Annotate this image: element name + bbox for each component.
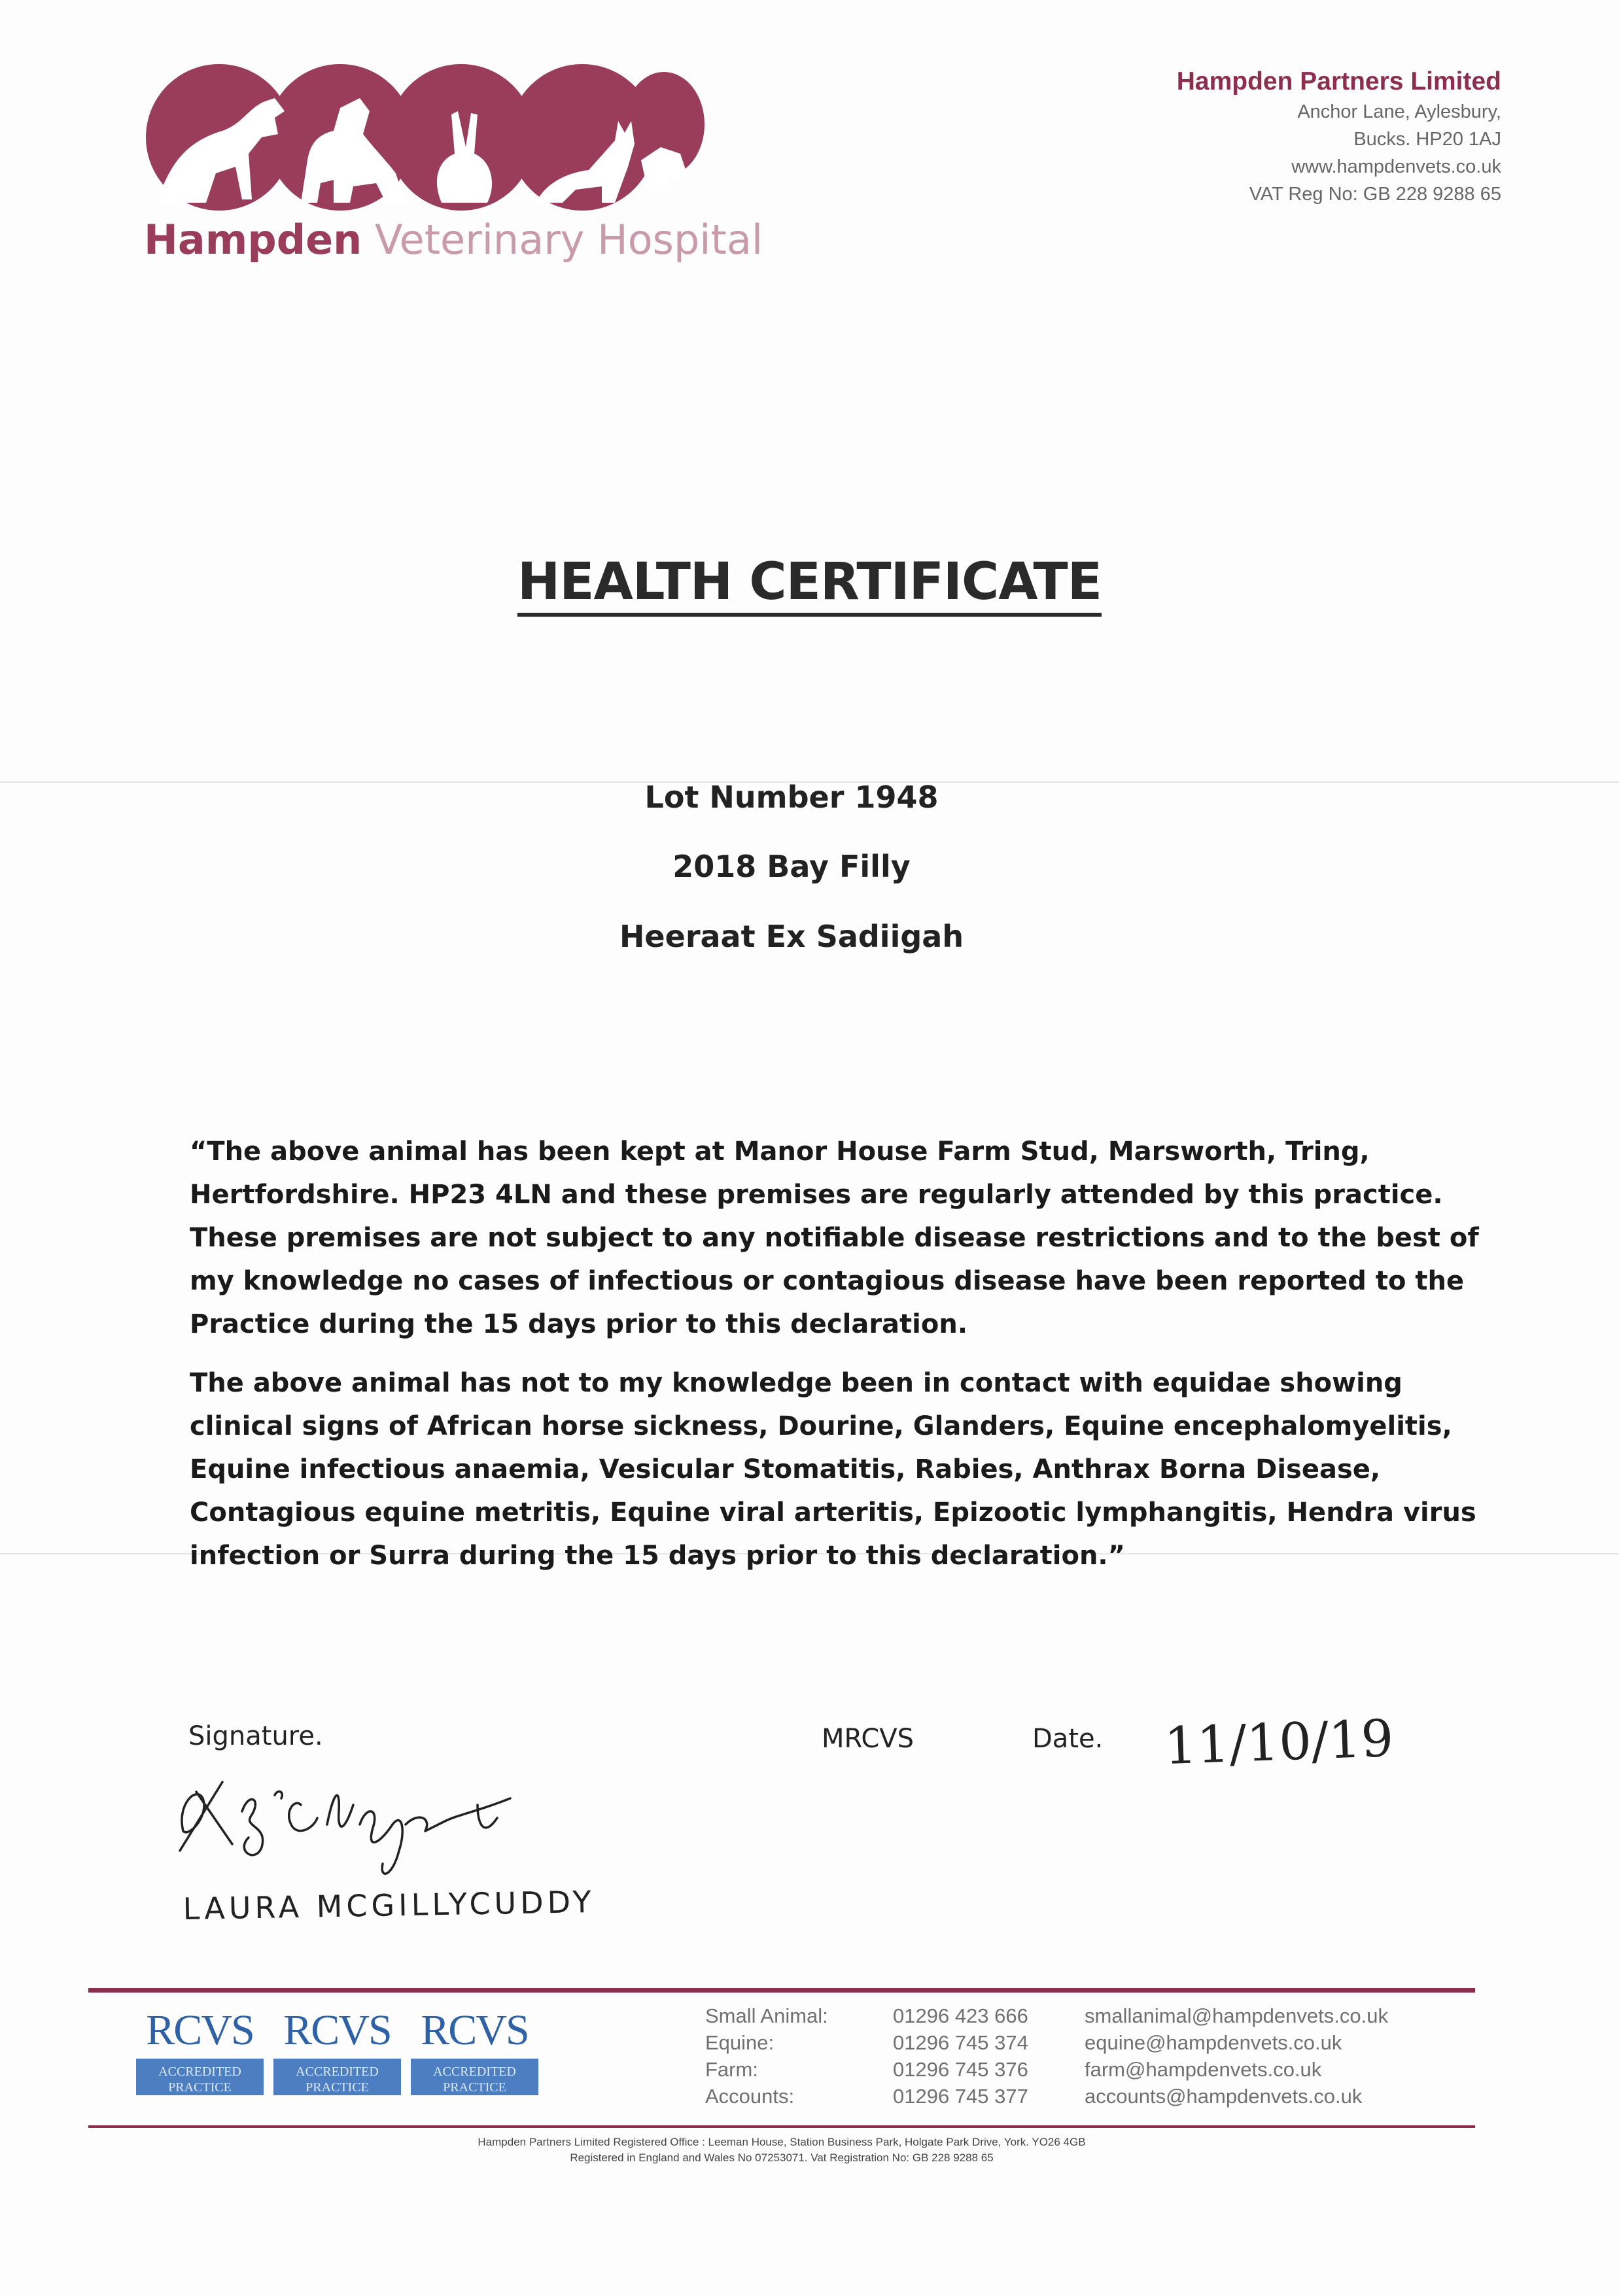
handwritten-signature (170, 1766, 641, 1936)
declaration-line: my knowledge no cases of infectious or contagious disease have been reported to the (190, 1266, 1465, 1296)
certificate-title (0, 553, 1619, 611)
declaration-line: infection or Surra during the 15 days prior to this declaration.” (190, 1541, 1125, 1571)
rcvs-badge (136, 2008, 264, 2096)
contact-phones (893, 2002, 1028, 2110)
declaration-line: Contagious equine metritis, Equine viral arteritis, Epizootic lymphangitis, Hendra virus (190, 1498, 1476, 1528)
rcvs-badge (273, 2008, 401, 2096)
contact-phone[interactable]: 01296 745 374 (893, 2031, 1028, 2054)
registered-line: Registered in England and Wales No 07253071. Vat Registration No: GB 228 9288 65 (570, 2151, 994, 2164)
contact-dept: Farm: (705, 2058, 758, 2081)
mrcvs-label: MRCVS (822, 1724, 914, 1754)
contact-phone[interactable]: 01296 423 666 (893, 2004, 1028, 2027)
signatory-printed-name: LAURA MCGILLYCUDDY (183, 1884, 596, 1927)
contact-phone[interactable]: 01296 745 376 (893, 2058, 1028, 2081)
contact-email[interactable]: farm@hampdenvets.co.uk (1085, 2058, 1322, 2081)
rcvs-logo-text: RCVS (146, 2006, 254, 2054)
rcvs-badge (411, 2008, 538, 2096)
footer-bottom-rule (88, 2125, 1475, 2128)
rcvs-accredited-label: ACCREDITED PRACTICE (411, 2059, 538, 2095)
registered-office-info (0, 2134, 1563, 2166)
declaration-line: clinical signs of African horse sickness, Dourine, Glanders, Equine encephalomyelitis, (190, 1411, 1452, 1441)
declaration-line: Hertfordshire. HP23 4LN and these premises are regularly attended by this practice. (190, 1180, 1443, 1210)
hospital-name (144, 216, 763, 264)
rcvs-logo-text: RCVS (421, 2006, 529, 2054)
contact-email[interactable]: smallanimal@hampdenvets.co.uk (1085, 2004, 1388, 2027)
lot-pedigree: Heeraat Ex Sadiigah (619, 919, 964, 954)
rcvs-logo-text: RCVS (283, 2006, 391, 2054)
declaration-line: These premises are not subject to any notifiable disease restrictions and to the best of (190, 1223, 1479, 1253)
vat-number: VAT Reg No: GB 228 9288 65 (1249, 184, 1501, 205)
contact-emails (1085, 2002, 1388, 2110)
address-line: Anchor Lane, Aylesbury, (1297, 101, 1501, 122)
company-name: Hampden Partners Limited (1176, 67, 1501, 95)
contact-email[interactable]: equine@hampdenvets.co.uk (1085, 2031, 1342, 2054)
lot-description: 2018 Bay Filly (672, 849, 911, 884)
declaration-line: Equine infectious anaemia, Vesicular Stomatitis, Rabies, Anthrax Borna Disease, (190, 1454, 1381, 1484)
rcvs-accredited-label: ACCREDITED PRACTICE (273, 2059, 401, 2095)
contact-email[interactable]: accounts@hampdenvets.co.uk (1085, 2085, 1363, 2108)
lot-number: Lot Number 1948 (644, 780, 939, 815)
registered-line: Hampden Partners Limited Registered Office : Leeman House, Station Business Park, Holgate Park Drive, York. YO26 4GB (478, 2136, 1086, 2148)
website-link[interactable]: www.hampdenvets.co.uk (1291, 156, 1501, 177)
rcvs-accredited-label: ACCREDITED PRACTICE (136, 2059, 264, 2095)
hospital-name-light: Veterinary Hospital (375, 216, 763, 264)
contact-phone[interactable]: 01296 745 377 (893, 2085, 1028, 2108)
declaration-line: “The above animal has been kept at Manor House Farm Stud, Marsworth, Tring, (190, 1137, 1370, 1167)
declaration-paragraph-1 (190, 1130, 1479, 1346)
company-address-block (1177, 65, 1501, 208)
declaration-line: The above animal has not to my knowledge been in contact with equidae showing (190, 1368, 1402, 1398)
contact-dept: Accounts: (705, 2085, 795, 2108)
hospital-name-bold: Hampden (144, 216, 362, 264)
certificate-title-text: HEALTH CERTIFICATE (517, 553, 1102, 617)
declaration-line: Practice during the 15 days prior to this declaration. (190, 1309, 968, 1339)
signature-label: Signature. (188, 1721, 323, 1751)
address-line: Bucks. HP20 1AJ (1353, 129, 1501, 150)
date-label: Date. (1032, 1724, 1104, 1754)
contact-departments (705, 2002, 828, 2110)
declaration-paragraph-2 (190, 1362, 1476, 1577)
contact-dept: Small Animal: (705, 2004, 828, 2027)
hospital-logo (144, 62, 706, 213)
handwritten-date: 11/10/19 (1163, 1709, 1395, 1777)
contact-dept: Equine: (705, 2031, 775, 2054)
footer-top-rule (88, 1988, 1475, 1993)
